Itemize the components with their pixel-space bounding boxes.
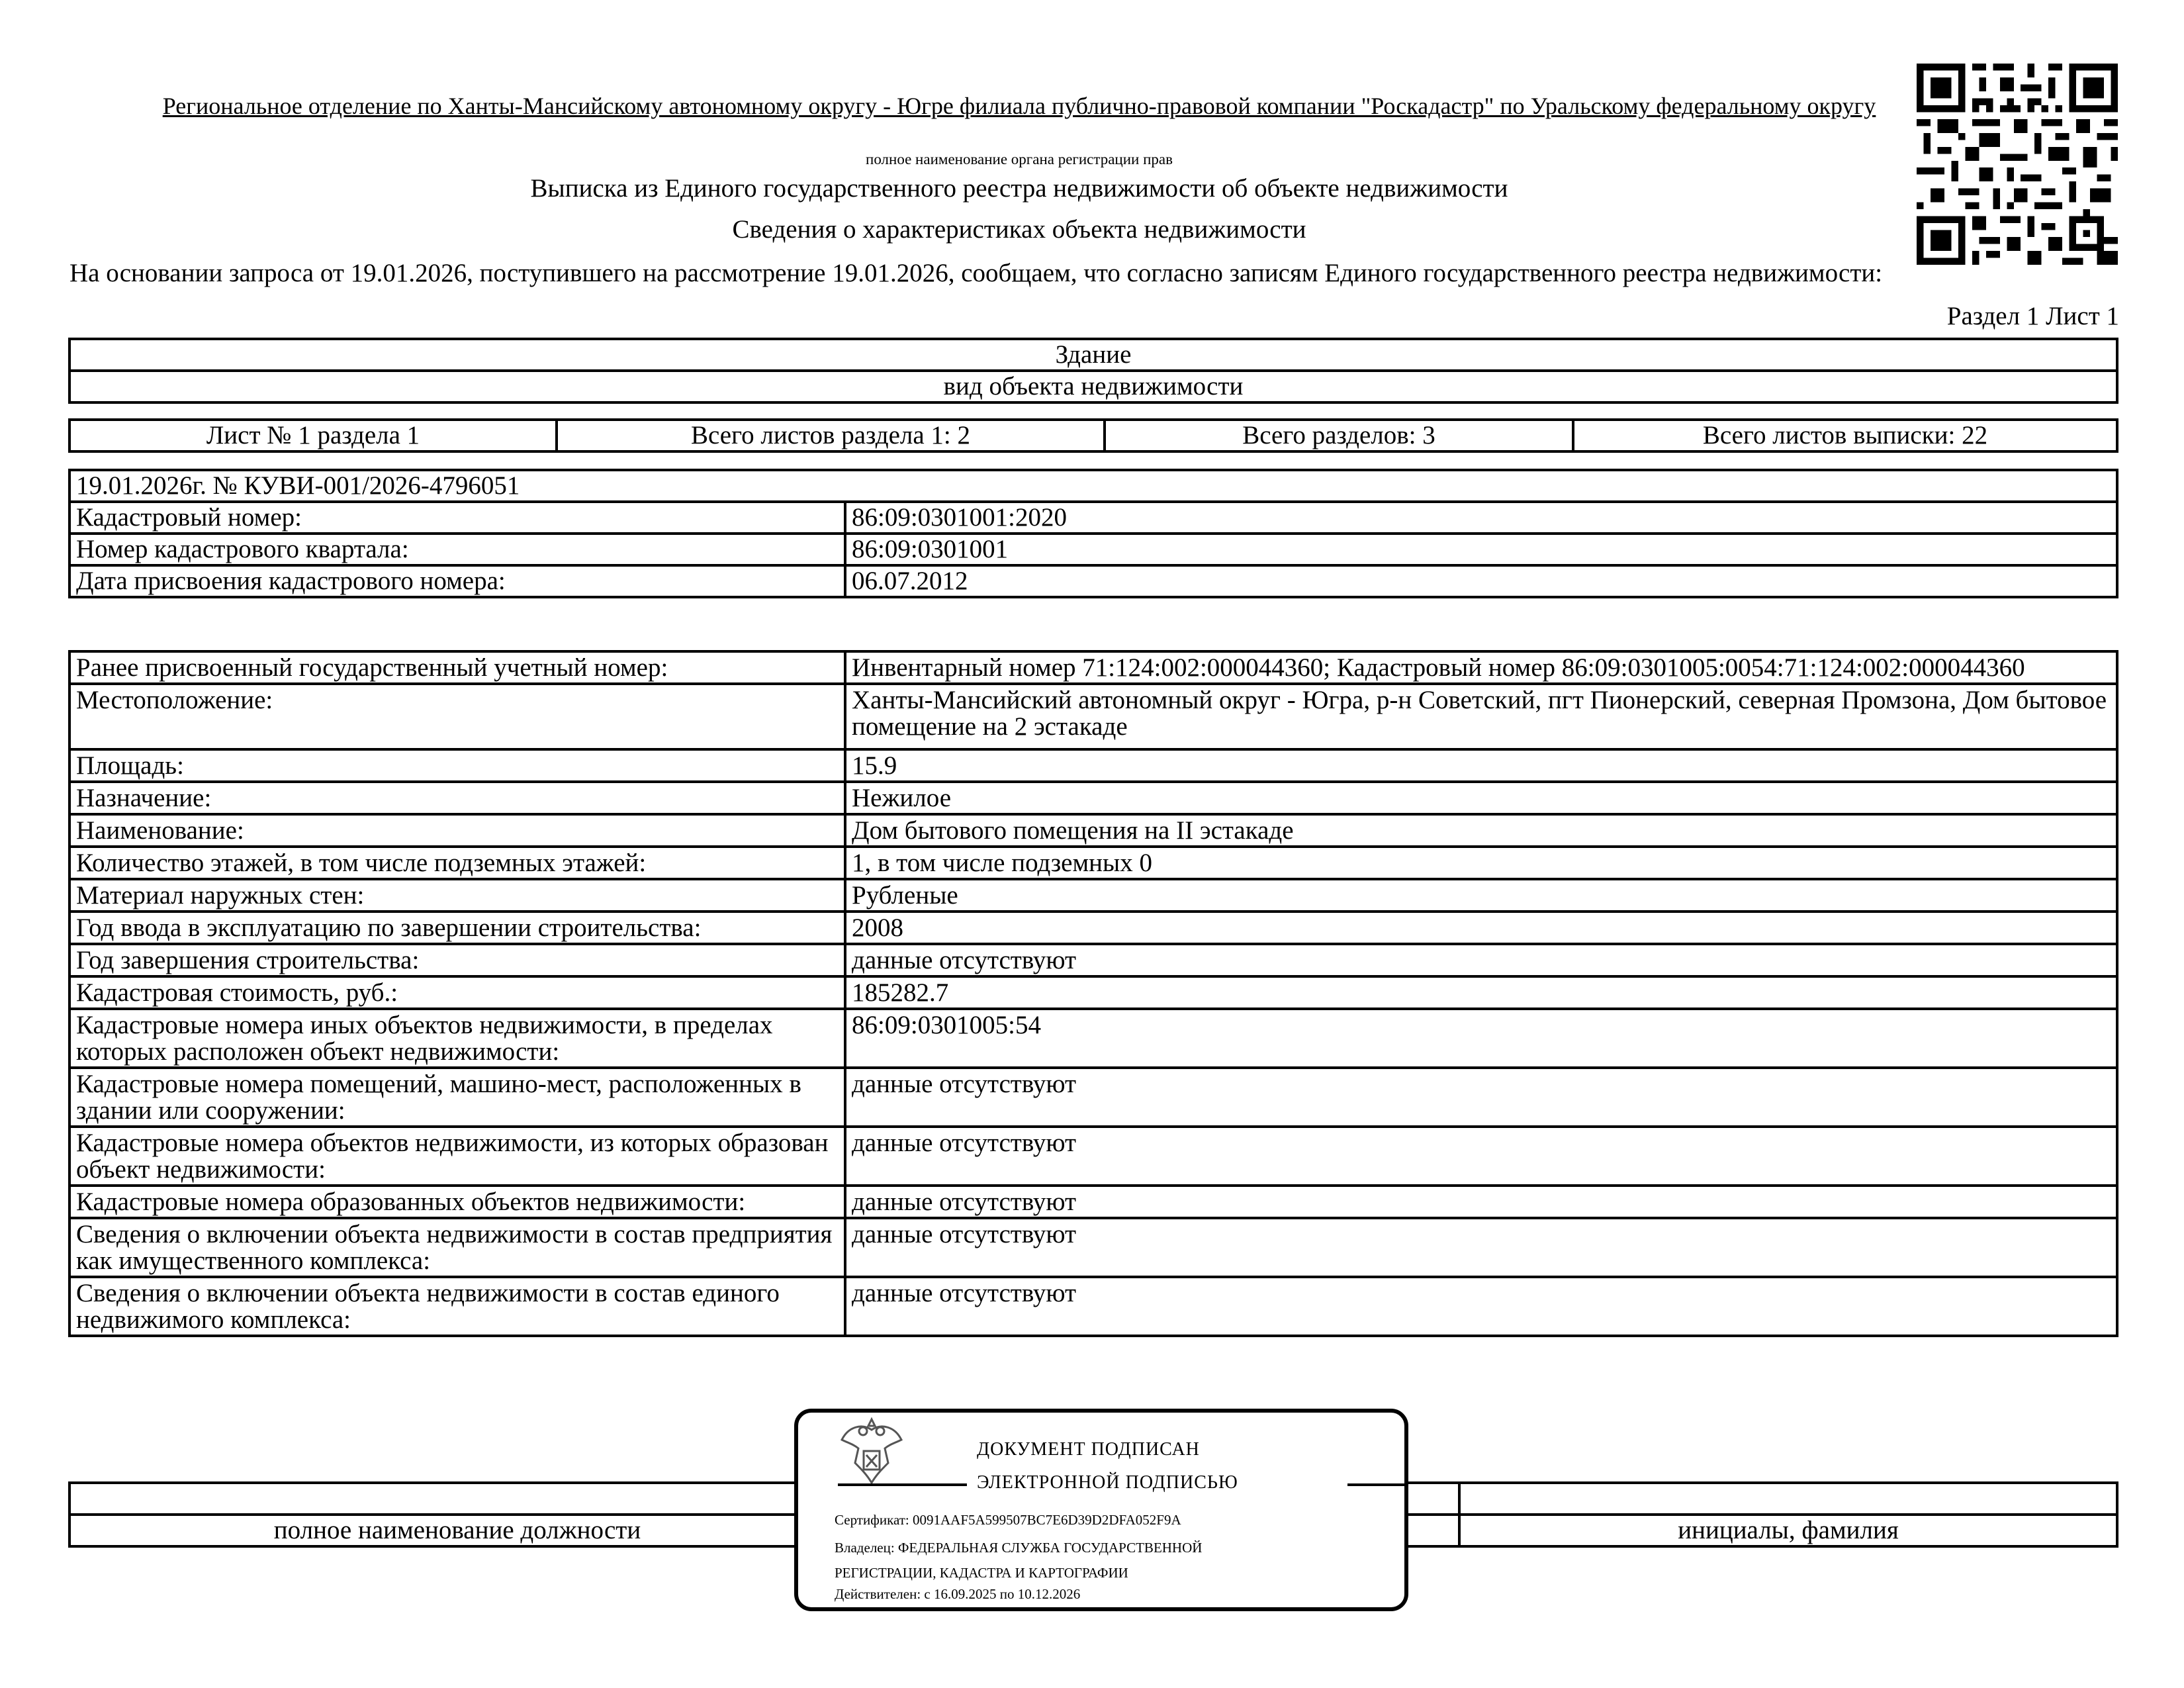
row-value: данные отсутствуют	[845, 1186, 2117, 1218]
row-label: Материал наружных стен:	[69, 879, 845, 912]
stamp-signed-line2: ЭЛЕКТРОННОЙ ПОДПИСЬЮ	[977, 1472, 1238, 1493]
row-value: 2008	[845, 912, 2117, 944]
row-label: Номер кадастрового квартала:	[69, 534, 845, 565]
name-caption: инициалы, фамилия	[1459, 1515, 2117, 1546]
total-sheets: Всего листов выписки: 22	[1573, 420, 2117, 451]
stamp-validity: Действителен: с 16.09.2025 по 10.12.2026	[835, 1586, 1081, 1602]
electronic-signature-stamp	[794, 1409, 1408, 1611]
row-label: Кадастровые номера образованных объектов недвижимости:	[69, 1186, 845, 1218]
row-label: Количество этажей, в том числе подземных этажей:	[69, 847, 845, 879]
row-label: Кадастровые номера помещений, машино-мест, расположенных в здании или сооружении:	[69, 1068, 845, 1127]
request-id: 19.01.2026г. № КУВИ-001/2026-4796051	[69, 470, 2117, 502]
stamp-owner: Владелец: ФЕДЕРАЛЬНАЯ СЛУЖБА ГОСУДАРСТВЕННОЙ	[835, 1540, 1203, 1556]
organization-caption: полное наименование органа регистрации прав	[866, 151, 1173, 167]
row-label: Наименование:	[69, 814, 845, 847]
position-field	[69, 1483, 845, 1515]
row-label: Кадастровые номера объектов недвижимости, из которых образован объект недвижимости:	[69, 1127, 845, 1186]
object-type-table	[68, 338, 2118, 404]
stamp-owner-cont: РЕГИСТРАЦИИ, КАДАСТРА И КАРТОГРАФИИ	[835, 1565, 1128, 1581]
characteristics-table	[68, 650, 2118, 1337]
row-label: Кадастровая стоимость, руб.:	[69, 976, 845, 1009]
stamp-signed-line1: ДОКУМЕНТ ПОДПИСАН	[977, 1439, 1200, 1460]
document-subtitle: Сведения о характеристиках объекта недвижимости	[732, 215, 1306, 244]
row-value: Дом бытового помещения на II эстакаде	[845, 814, 2117, 847]
stamp-certificate: Сертификат: 0091AAF5A599507BC7E6D39D2DFA052F9A	[835, 1512, 1181, 1528]
row-label: Ранее присвоенный государственный учетный номер:	[69, 651, 845, 684]
row-value: данные отсутствуют	[845, 944, 2117, 976]
document-title: Выписка из Единого государственного реестра недвижимости об объекте недвижимости	[530, 174, 1508, 203]
row-label: Местоположение:	[69, 684, 845, 749]
row-label: Назначение:	[69, 782, 845, 814]
stamp-divider-left	[838, 1483, 967, 1486]
total-sections: Всего разделов: 3	[1105, 420, 1573, 451]
qr-code-icon	[1917, 64, 2118, 265]
assignment-date: 06.07.2012	[845, 565, 2117, 597]
row-label: Площадь:	[69, 749, 845, 782]
object-type-caption: вид объекта недвижимости	[69, 371, 2117, 402]
organization-name: Региональное отделение по Ханты-Мансийскому автономному округу - Югре филиала публично-правовой компании "Роскадастр" по Уральскому федеральному округу	[162, 93, 1876, 119]
sheets-table	[68, 418, 2118, 453]
row-value: 185282.7	[845, 976, 2117, 1009]
section-reference: Раздел 1 Лист 1	[1946, 302, 2119, 330]
row-label: Сведения о включении объекта недвижимости в состав единого недвижимого комплекса:	[69, 1277, 845, 1336]
row-value: данные отсутствуют	[845, 1127, 2117, 1186]
name-field	[1459, 1483, 2117, 1515]
cadastral-number: 86:09:0301001:2020	[845, 502, 2117, 534]
row-value: 1, в том числе подземных 0	[845, 847, 2117, 879]
row-value: Рубленые	[845, 879, 2117, 912]
total-section-sheets: Всего листов раздела 1: 2	[557, 420, 1105, 451]
row-value: данные отсутствуют	[845, 1277, 2117, 1336]
sheet-number: Лист № 1 раздела 1	[69, 420, 557, 451]
row-value: 15.9	[845, 749, 2117, 782]
row-label: Сведения о включении объекта недвижимости в состав предприятия как имущественного комплекса:	[69, 1218, 845, 1277]
row-label: Кадастровые номера иных объектов недвижимости, в пределах которых расположен объект недвижимости:	[69, 1009, 845, 1068]
row-value: Ханты-Мансийский автономный округ - Югра, р-н Советский, пгт Пионерский, северная Промзона, Дом бытовое помещение на 2 эстакаде	[845, 684, 2117, 749]
row-label: Год ввода в эксплуатацию по завершении строительства:	[69, 912, 845, 944]
cadastral-info-table	[68, 469, 2118, 598]
row-label: Кадастровый номер:	[69, 502, 845, 534]
position-caption: полное наименование должности	[69, 1515, 845, 1546]
row-value: Нежилое	[845, 782, 2117, 814]
row-value: Инвентарный номер 71:124:002:000044360; Кадастровый номер 86:09:0301005:0054:71:124:002:000044360	[845, 651, 2117, 684]
stamp-divider-right	[1347, 1483, 1407, 1486]
row-value: 86:09:0301005:54	[845, 1009, 2117, 1068]
row-value: данные отсутствуют	[845, 1218, 2117, 1277]
row-label: Дата присвоения кадастрового номера:	[69, 565, 845, 597]
object-type: Здание	[69, 339, 2117, 371]
intro-text: На основании запроса от 19.01.2026, поступившего на рассмотрение 19.01.2026, сообщаем, что согласно записям Единого государственного реестра недвижимости:	[69, 259, 1883, 287]
cadastral-quarter: 86:09:0301001	[845, 534, 2117, 565]
row-label: Год завершения строительства:	[69, 944, 845, 976]
row-value: данные отсутствуют	[845, 1068, 2117, 1127]
